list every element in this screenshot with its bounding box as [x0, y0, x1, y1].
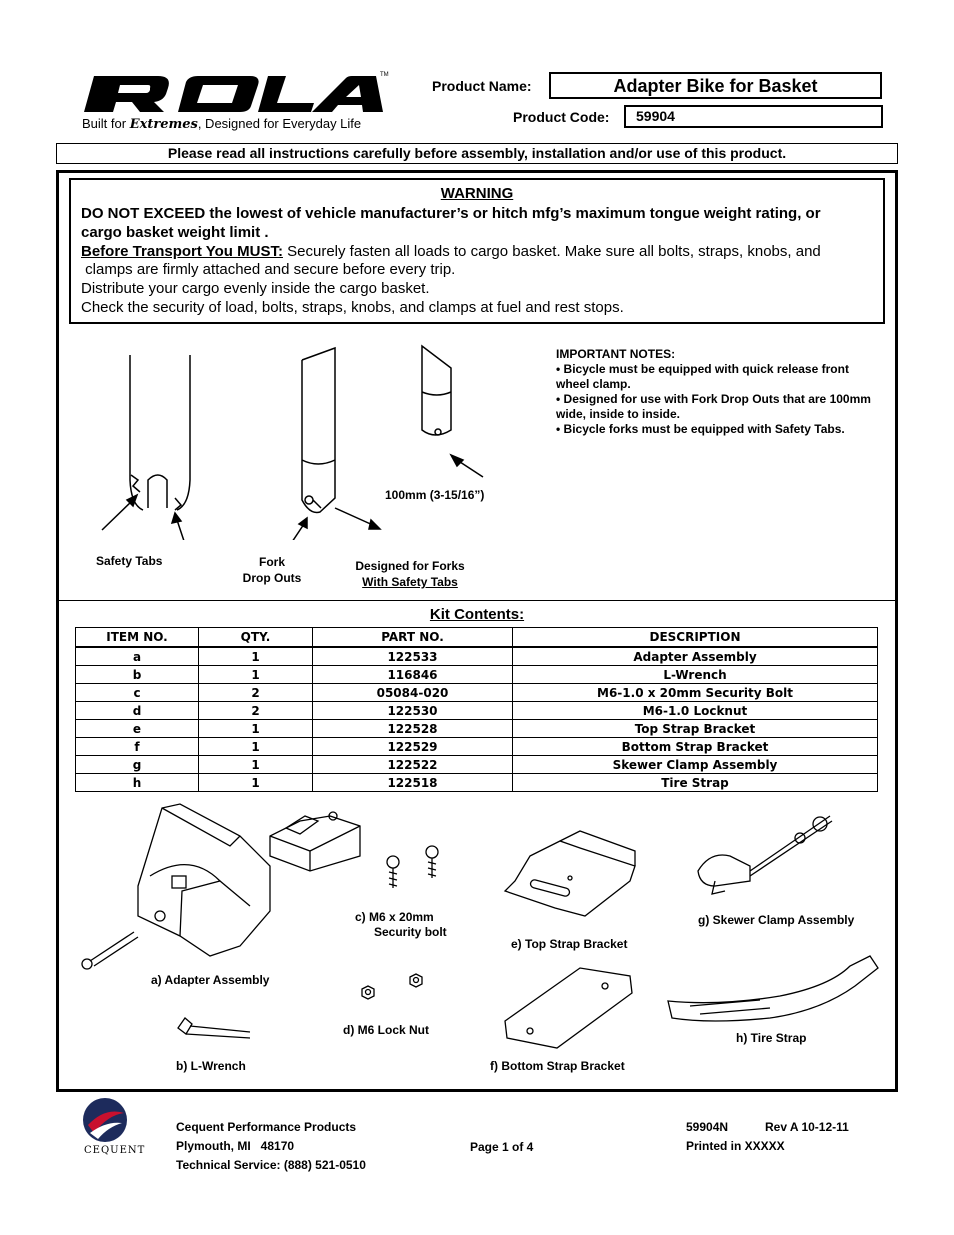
notes-title: IMPORTANT NOTES: [556, 347, 676, 361]
cell: 1 [199, 738, 313, 756]
cell: 1 [199, 756, 313, 774]
cell: c [76, 684, 199, 702]
part-b-label: b) L-Wrench [176, 1059, 246, 1073]
measurement-label: 100mm (3-15/16”) [385, 488, 485, 502]
table-row [76, 702, 878, 720]
col-description: DESCRIPTION [513, 628, 878, 648]
cell: e [76, 720, 199, 738]
cequent-logo-icon [80, 1095, 130, 1145]
warning-line-6: Check the security of load, bolts, straps, knobs, and clamps at fuel and rest stops. [81, 299, 624, 316]
cell: 1 [199, 720, 313, 738]
note-3: • Bicycle forks must be equipped with Safety Tabs. [556, 422, 845, 436]
part-c-label: c) M6 x 20mm Security bolt [355, 910, 447, 939]
cell: 122530 [313, 702, 513, 720]
cell: 122522 [313, 756, 513, 774]
cell: 122529 [313, 738, 513, 756]
product-code: 59904 [624, 105, 883, 128]
safety-tabs-label: Safety Tabs [96, 554, 163, 568]
cell: 1 [199, 647, 313, 666]
table-row [76, 684, 878, 702]
warning-line-1: DO NOT EXCEED the lowest of vehicle manufacturer’s or hitch mfg’s maximum tongue weight rating, or [81, 205, 821, 222]
cell: Bottom Strap Bracket [513, 738, 878, 756]
note-2: • Designed for use with Fork Drop Outs that are 100mm wide, inside to inside. [556, 392, 871, 421]
doc-number: 59904N [686, 1120, 729, 1134]
table-row [76, 666, 878, 684]
cell: 05084-020 [313, 684, 513, 702]
cell: 122518 [313, 774, 513, 792]
col-qty: QTY. [199, 628, 313, 648]
kit-table [75, 627, 878, 792]
cell: Skewer Clamp Assembly [513, 756, 878, 774]
read-instructions-banner: Please read all instructions carefully before assembly, installation and/or use of this product. [56, 143, 898, 164]
cell: b [76, 666, 199, 684]
part-e-label: e) Top Strap Bracket [511, 937, 628, 951]
cell: Tire Strap [513, 774, 878, 792]
warning-title: WARNING [440, 185, 514, 202]
cell: f [76, 738, 199, 756]
cell: L-Wrench [513, 666, 878, 684]
svg-text:TM: TM [380, 72, 389, 78]
cell: d [76, 702, 199, 720]
rola-logo [80, 70, 390, 116]
cell: a [76, 647, 199, 666]
warning-line-3 [81, 242, 821, 261]
revision: Rev A 10-12-11 [765, 1120, 849, 1134]
before-transport-label: Before Transport You MUST: [81, 243, 283, 260]
cell: 2 [199, 702, 313, 720]
page-number: Page 1 of 4 [470, 1140, 534, 1154]
table-row [76, 720, 878, 738]
cell: h [76, 774, 199, 792]
part-f-label: f) Bottom Strap Bracket [490, 1059, 625, 1073]
part-a-label: a) Adapter Assembly [151, 973, 270, 987]
table-row [76, 756, 878, 774]
kit-table-header [76, 628, 878, 648]
cell: 1 [199, 666, 313, 684]
part-g-label: g) Skewer Clamp Assembly [698, 913, 855, 927]
cell: g [76, 756, 199, 774]
table-row [76, 738, 878, 756]
col-part-no: PART NO. [313, 628, 513, 648]
footer-company [176, 1118, 366, 1175]
designed-for-forks-label: Designed for Forks With Safety Tabs [355, 559, 465, 589]
table-row [76, 774, 878, 792]
before-transport-text: Securely fasten all loads to cargo basket. Make sure all bolts, straps, knobs, and [282, 243, 821, 260]
fork-drop-outs-label: Fork Drop Outs [242, 555, 302, 585]
cell: 116846 [313, 666, 513, 684]
cell: 122528 [313, 720, 513, 738]
company-city: Plymouth, MI 48170 [176, 1139, 295, 1153]
kit-contents-title: Kit Contents: [429, 606, 525, 623]
part-d-label: d) M6 Lock Nut [343, 1023, 429, 1037]
cell: M6-1.0 Locknut [513, 702, 878, 720]
warning-line-4: clamps are firmly attached and secure before every trip. [81, 261, 456, 278]
fork-diagrams [95, 340, 515, 540]
cell: 122533 [313, 647, 513, 666]
important-notes [556, 347, 876, 437]
note-1: • Bicycle must be equipped with quick release front wheel clamp. [556, 362, 849, 391]
warning-line-5: Distribute your cargo evenly inside the cargo basket. [81, 280, 430, 297]
tagline: Built for Extremes, Designed for Everyday Life [82, 116, 362, 132]
cell: Adapter Assembly [513, 647, 878, 666]
cell: M6-1.0 x 20mm Security Bolt [513, 684, 878, 702]
warning-line-2: cargo basket weight limit . [81, 224, 269, 241]
cequent-wordmark: CEQUENT [84, 1145, 146, 1156]
section-divider [56, 600, 898, 601]
part-h-label: h) Tire Strap [736, 1031, 807, 1045]
company-name: Cequent Performance Products [176, 1120, 357, 1134]
printed-in: Printed in XXXXX [686, 1139, 785, 1153]
product-name-label: Product Name: [432, 78, 532, 94]
cell: 1 [199, 774, 313, 792]
col-item-no: ITEM NO. [76, 628, 199, 648]
product-name: Adapter Bike for Basket [549, 72, 882, 99]
cell: Top Strap Bracket [513, 720, 878, 738]
technical-service: Technical Service: (888) 521-0510 [176, 1158, 366, 1172]
table-row [76, 647, 878, 666]
product-code-label: Product Code: [513, 109, 610, 125]
cell: 2 [199, 684, 313, 702]
